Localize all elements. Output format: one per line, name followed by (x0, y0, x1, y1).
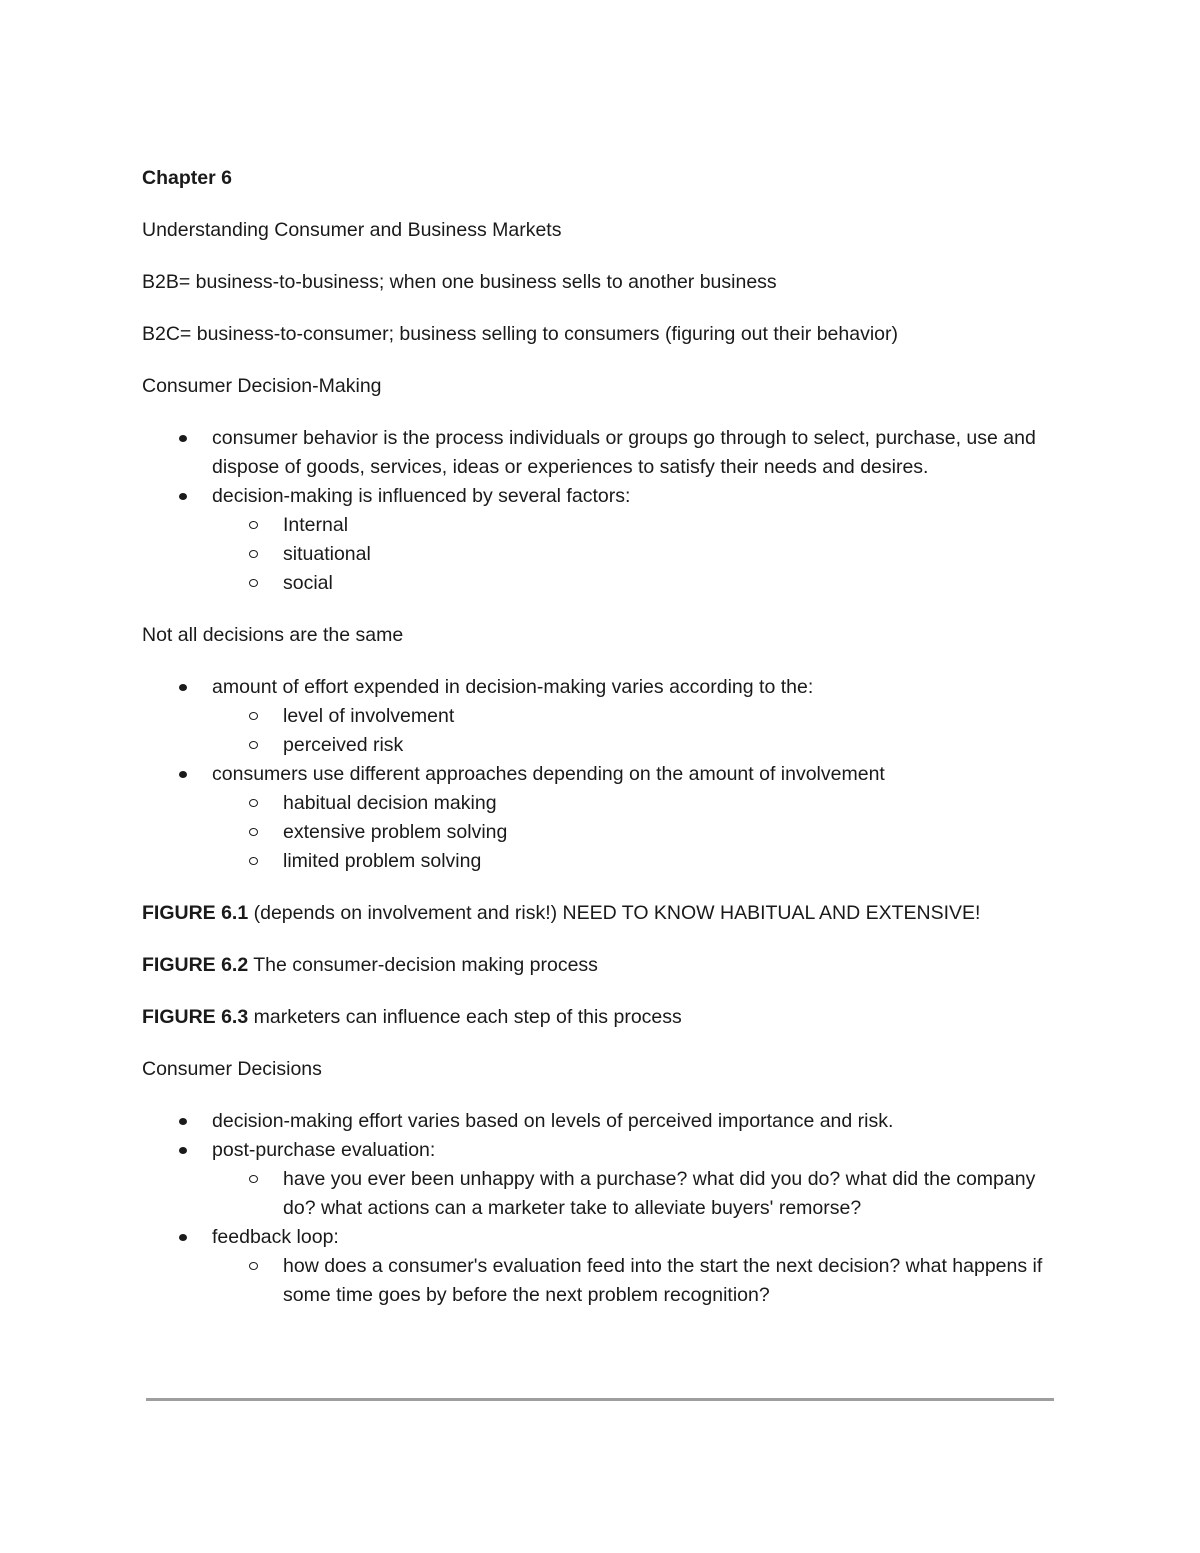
figure-note (142, 951, 1054, 980)
list-item (142, 1107, 1054, 1136)
sub-list-item (212, 1252, 1054, 1310)
hollow-bullet-icon (249, 828, 258, 836)
sub-bullet-list (212, 1252, 1054, 1310)
hollow-bullet-icon (249, 712, 258, 720)
figure-text: The consumer-decision making process (248, 954, 598, 976)
sub-list-item-text: limited problem solving (283, 850, 482, 872)
list-item-text: decision-making is influenced by several factors: (212, 485, 631, 507)
hollow-bullet-icon (249, 1175, 258, 1183)
list-item-text: post-purchase evaluation: (212, 1139, 436, 1161)
list-item-text: decision-making effort varies based on levels of perceived importance and risk. (212, 1110, 894, 1132)
sub-bullet-list (212, 1165, 1054, 1223)
list-item (142, 1223, 1054, 1310)
hollow-bullet-icon (249, 521, 258, 529)
bullet-dot-icon (179, 771, 187, 778)
bullet-list (142, 1107, 1054, 1310)
sub-bullet-list (212, 702, 1054, 760)
list-item-text: consumer behavior is the process individuals or groups go through to select, purchase, use and dispose of goods, services, ideas or experiences to satisfy their needs and desires. (212, 427, 1036, 478)
sub-list-item (212, 569, 1054, 598)
figure-text: (depends on involvement and risk!) NEED TO KNOW HABITUAL AND EXTENSIVE! (248, 902, 981, 924)
bullet-dot-icon (179, 493, 187, 500)
b2c-definition: B2C= business-to-consumer; business selling to consumers (figuring out their behavior) (142, 323, 898, 345)
figure-label: FIGURE 6.3 (142, 1006, 249, 1028)
page-divider (146, 1398, 1054, 1401)
figure-label: FIGURE 6.2 (142, 954, 249, 976)
list-item-text: consumers use different approaches depending on the amount of involvement (212, 763, 885, 785)
figure-label: FIGURE 6.1 (142, 902, 249, 924)
sub-list-item (212, 540, 1054, 569)
sub-list-item-text: social (283, 572, 333, 594)
hollow-bullet-icon (249, 799, 258, 807)
sub-list-item-text: Internal (283, 514, 349, 536)
sub-list-item-text: level of involvement (283, 705, 455, 727)
sub-list-item (212, 789, 1054, 818)
chapter-subtitle: Understanding Consumer and Business Markets (142, 219, 562, 241)
figure-note (142, 899, 1054, 928)
sub-list-item-text: have you ever been unhappy with a purchase? what did you do? what did the company do? what actions can a marketer take to alleviate buyers' remorse? (283, 1168, 1036, 1219)
sub-list-item (212, 818, 1054, 847)
sub-list-item (212, 1165, 1054, 1223)
sub-list-item (212, 511, 1054, 540)
sub-list-item (212, 731, 1054, 760)
sub-list-item-text: how does a consumer's evaluation feed into the start the next decision? what happens if some time goes by before the next problem recognition? (283, 1255, 1043, 1306)
chapter-title: Chapter 6 (142, 167, 232, 189)
b2b-definition: B2B= business-to-business; when one business sells to another business (142, 271, 777, 293)
bullet-dot-icon (179, 1147, 187, 1154)
list-item (142, 1136, 1054, 1223)
hollow-bullet-icon (249, 1262, 258, 1270)
sub-list-item-text: extensive problem solving (283, 821, 508, 843)
sub-list-item-text: situational (283, 543, 371, 565)
hollow-bullet-icon (249, 550, 258, 558)
list-item-text: feedback loop: (212, 1226, 339, 1248)
bullet-dot-icon (179, 1234, 187, 1241)
bullet-list (142, 424, 1054, 598)
section-heading-consumer-decision-making: Consumer Decision-Making (142, 375, 382, 397)
list-item (142, 760, 1054, 876)
list-item (142, 424, 1054, 482)
figure-text: marketers can influence each step of this process (248, 1006, 682, 1028)
section-heading-not-all-decisions: Not all decisions are the same (142, 624, 404, 646)
sub-list-item-text: perceived risk (283, 734, 404, 756)
document-page (142, 164, 1054, 1333)
hollow-bullet-icon (249, 857, 258, 865)
list-item (142, 482, 1054, 598)
figure-note (142, 1003, 1054, 1032)
list-item (142, 673, 1054, 760)
list-item-text: amount of effort expended in decision-making varies according to the: (212, 676, 814, 698)
sub-bullet-list (212, 511, 1054, 598)
sub-list-item (212, 847, 1054, 876)
section-heading-consumer-decisions: Consumer Decisions (142, 1058, 322, 1080)
sub-list-item (212, 702, 1054, 731)
hollow-bullet-icon (249, 579, 258, 587)
bullet-list (142, 673, 1054, 876)
bullet-dot-icon (179, 435, 187, 442)
bullet-dot-icon (179, 684, 187, 691)
hollow-bullet-icon (249, 741, 258, 749)
sub-list-item-text: habitual decision making (283, 792, 497, 814)
bullet-dot-icon (179, 1118, 187, 1125)
sub-bullet-list (212, 789, 1054, 876)
